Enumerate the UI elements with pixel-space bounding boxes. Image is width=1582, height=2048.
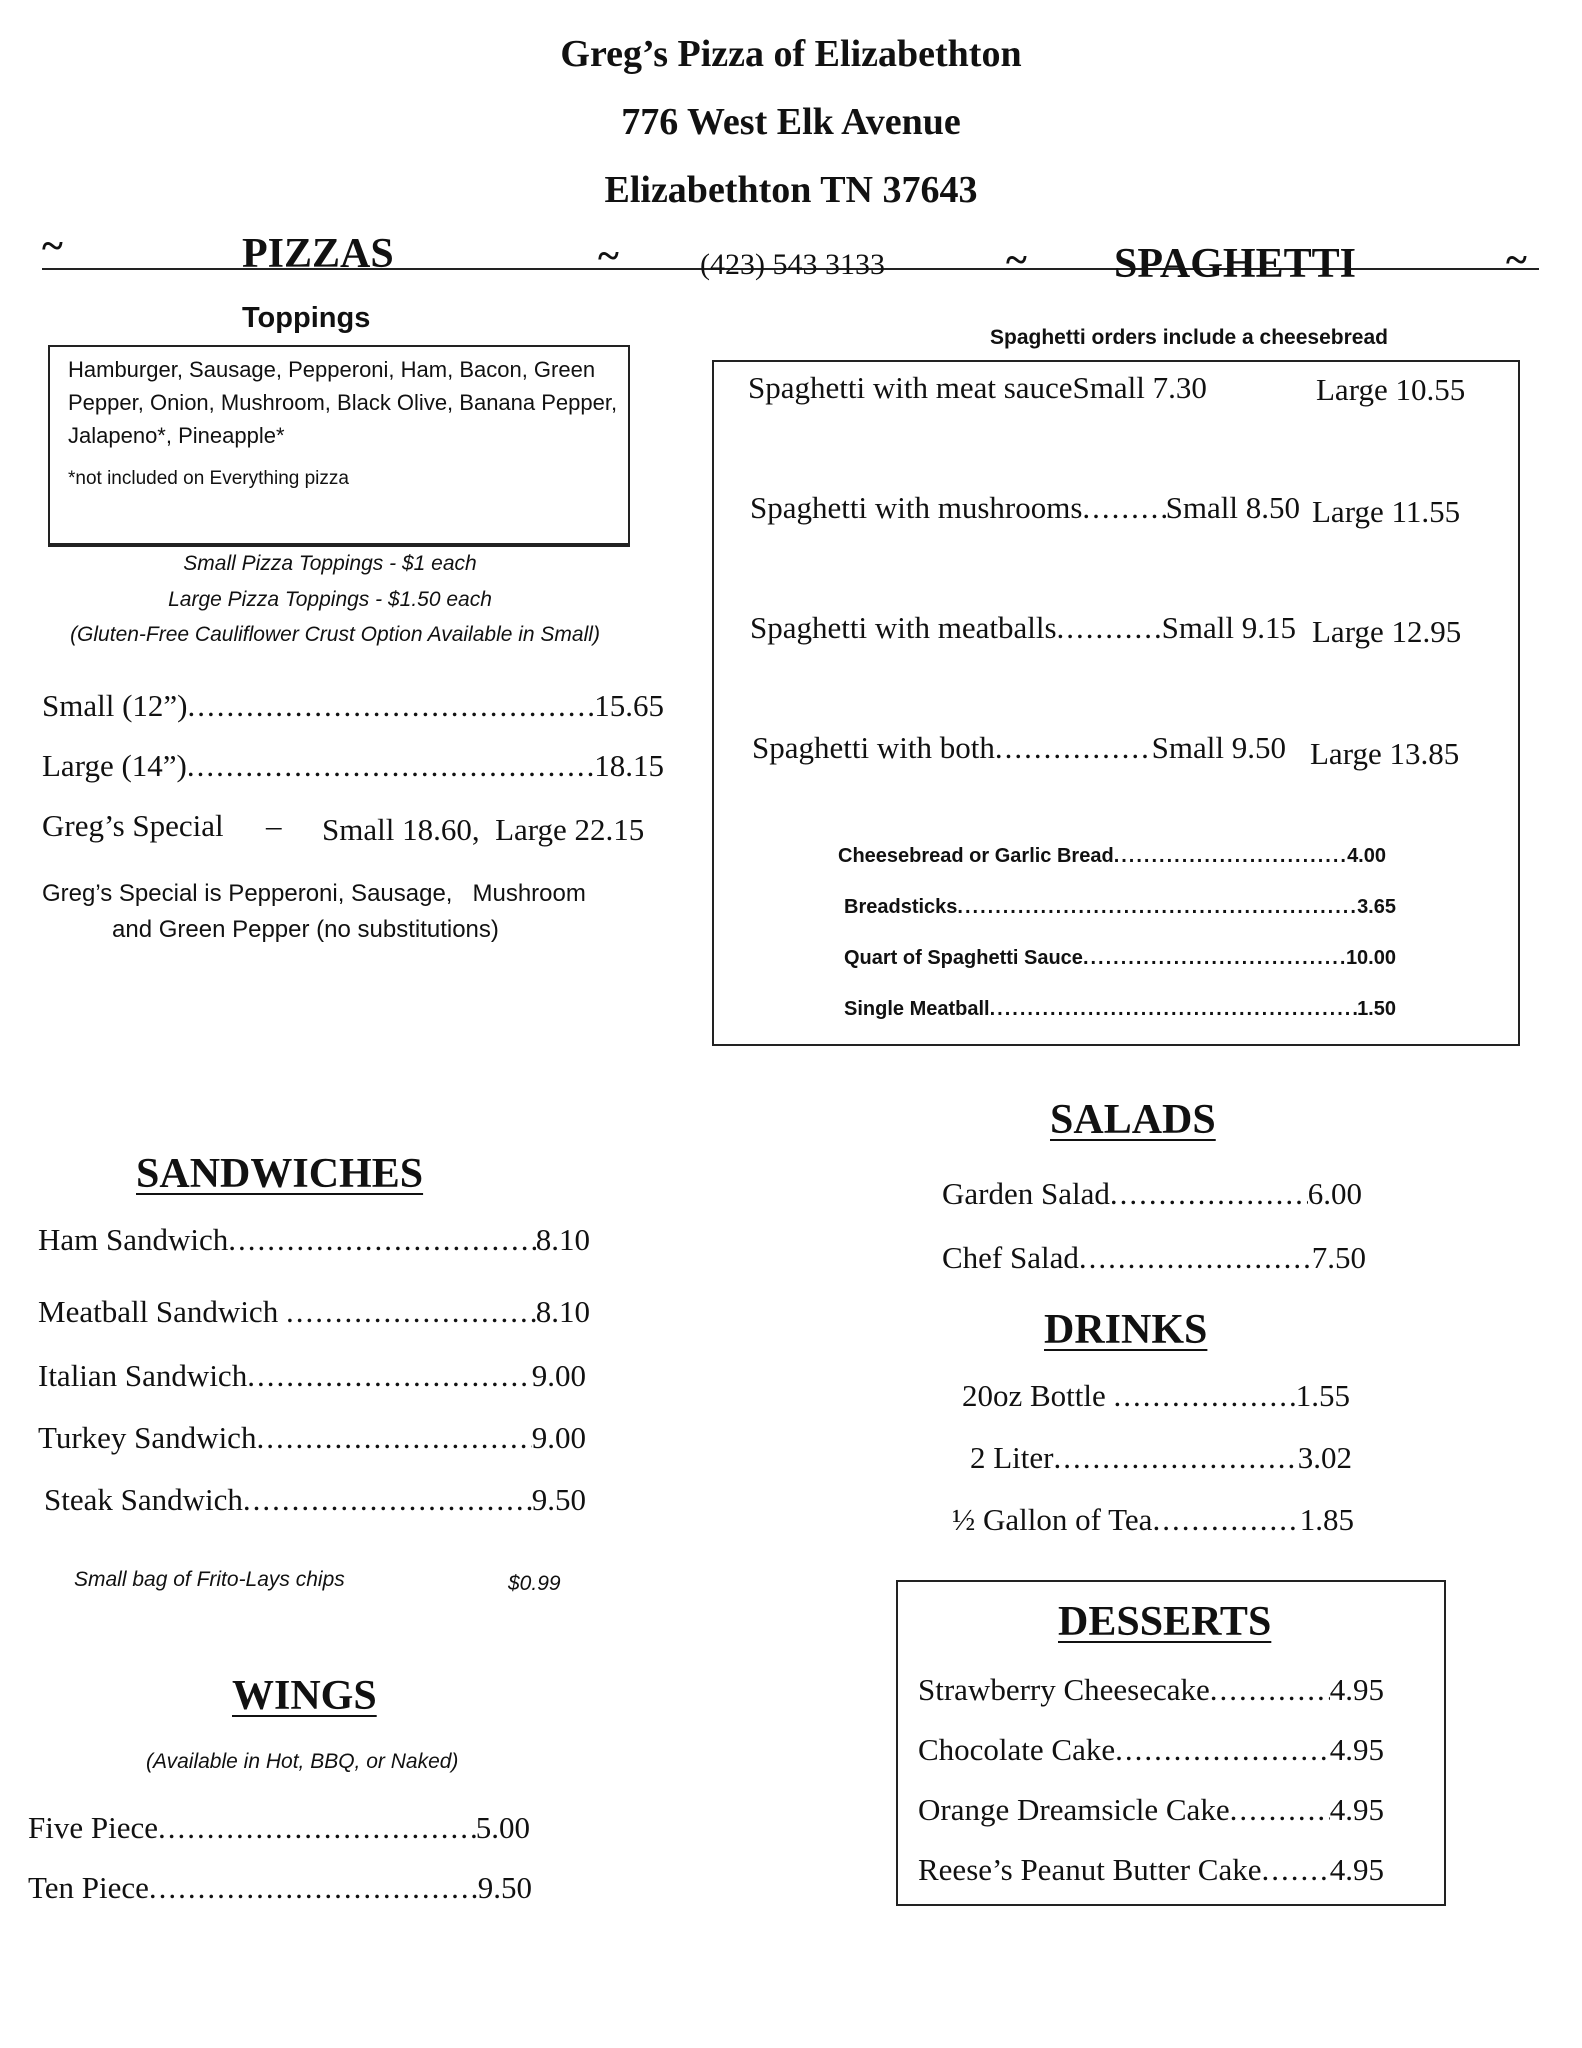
toppings-note: *not included on Everything pizza bbox=[68, 468, 349, 489]
spaghetti-large: Large 12.95 bbox=[1312, 614, 1462, 649]
spaghetti-large: Large 11.55 bbox=[1312, 494, 1461, 529]
pizza-row-small bbox=[42, 688, 664, 724]
salad-row bbox=[942, 1240, 1366, 1276]
sandwich-row bbox=[38, 1222, 590, 1258]
extra-name: Breadsticks bbox=[844, 896, 958, 918]
sandwich-name: Italian Sandwich bbox=[38, 1358, 248, 1393]
tilde-3: ~ bbox=[1006, 237, 1027, 282]
dessert-name: Strawberry Cheesecake bbox=[918, 1672, 1210, 1707]
sandwich-price: 8.10 bbox=[535, 1222, 590, 1257]
wings-row bbox=[28, 1810, 530, 1846]
drink-price: 3.02 bbox=[1297, 1440, 1352, 1475]
spaghetti-small: Small 9.15 bbox=[1161, 610, 1296, 645]
dessert-row bbox=[918, 1732, 1384, 1768]
special-name: Greg’s Special bbox=[42, 808, 224, 843]
wings-title: WINGS bbox=[232, 1673, 377, 1719]
sandwich-price: 9.00 bbox=[531, 1420, 586, 1455]
desserts-title: DESSERTS bbox=[1058, 1599, 1272, 1645]
sandwich-price: 9.50 bbox=[531, 1482, 586, 1517]
spaghetti-row bbox=[748, 370, 1207, 406]
sandwich-row bbox=[44, 1482, 586, 1518]
sandwich-name: Steak Sandwich bbox=[44, 1482, 243, 1517]
spaghetti-name: Spaghetti with mushrooms bbox=[750, 490, 1083, 525]
dessert-name: Orange Dreamsicle Cake bbox=[918, 1792, 1230, 1827]
drink-row bbox=[970, 1440, 1352, 1476]
special-prices: Small 18.60, Large 22.15 bbox=[322, 812, 645, 847]
dessert-name: Reese’s Peanut Butter Cake bbox=[918, 1852, 1262, 1887]
pizza-row-large bbox=[42, 748, 664, 784]
pizza-price: 15.65 bbox=[594, 688, 664, 723]
spaghetti-box bbox=[712, 360, 1520, 1046]
extra-row bbox=[844, 998, 1396, 1021]
dessert-row bbox=[918, 1792, 1384, 1828]
spaghetti-name: Spaghetti with both bbox=[752, 730, 995, 765]
pizza-note-large: Large Pizza Toppings - $1.50 each bbox=[168, 588, 492, 611]
wings-name: Five Piece bbox=[28, 1810, 158, 1845]
pizza-size: Large (14”) bbox=[42, 748, 187, 783]
tilde-1: ~ bbox=[42, 223, 63, 268]
pizza-note-gluten: (Gluten-Free Cauliflower Crust Option Available in Small) bbox=[70, 623, 600, 646]
extra-price: 1.50 bbox=[1357, 998, 1396, 1020]
spaghetti-row bbox=[750, 610, 1296, 646]
sandwich-name: Turkey Sandwich bbox=[38, 1420, 257, 1455]
special-dash: – bbox=[266, 808, 282, 843]
city-address: Elizabethton TN 37643 bbox=[604, 169, 978, 211]
spaghetti-large: Large 13.85 bbox=[1310, 736, 1460, 771]
dessert-name: Chocolate Cake bbox=[918, 1732, 1116, 1767]
salad-row bbox=[942, 1176, 1362, 1212]
drinks-title: DRINKS bbox=[1044, 1307, 1208, 1353]
spaghetti-small: Small 8.50 bbox=[1165, 490, 1300, 525]
extra-price: 3.65 bbox=[1357, 896, 1396, 918]
dessert-price: 4.95 bbox=[1329, 1672, 1384, 1707]
tilde-4: ~ bbox=[1506, 237, 1527, 282]
dessert-row bbox=[918, 1672, 1384, 1708]
extra-price: 10.00 bbox=[1345, 947, 1396, 969]
chips-label: Small bag of Frito-Lays chips bbox=[74, 1568, 345, 1591]
salad-name: Garden Salad bbox=[942, 1176, 1110, 1211]
sandwich-price: 8.10 bbox=[535, 1294, 590, 1329]
sandwich-row bbox=[38, 1358, 586, 1394]
salad-price: 7.50 bbox=[1311, 1240, 1366, 1275]
drink-row bbox=[952, 1502, 1354, 1538]
phone-number: (423) 543 3133 bbox=[700, 248, 885, 281]
wings-note: (Available in Hot, BBQ, or Naked) bbox=[146, 1750, 459, 1773]
spaghetti-row bbox=[752, 730, 1286, 766]
sandwich-row bbox=[38, 1294, 590, 1330]
extra-row bbox=[838, 845, 1386, 868]
street-address: 776 West Elk Avenue bbox=[621, 101, 961, 143]
drink-name: 20oz Bottle bbox=[962, 1378, 1114, 1413]
salad-price: 6.00 bbox=[1307, 1176, 1362, 1211]
pizza-size: Small (12”) bbox=[42, 688, 188, 723]
special-desc-2: and Green Pepper (no substitutions) bbox=[112, 916, 499, 943]
pizza-price: 18.15 bbox=[594, 748, 664, 783]
wings-price: 5.00 bbox=[475, 1810, 530, 1845]
drink-price: 1.55 bbox=[1295, 1378, 1350, 1413]
sandwich-name: Ham Sandwich bbox=[38, 1222, 229, 1257]
extra-row bbox=[844, 947, 1396, 970]
spaghetti-row bbox=[750, 490, 1300, 526]
extra-name: Quart of Spaghetti Sauce bbox=[844, 947, 1083, 969]
sandwich-name: Meatball Sandwich bbox=[38, 1294, 286, 1329]
drink-price: 1.85 bbox=[1299, 1502, 1354, 1537]
wings-name: Ten Piece bbox=[28, 1870, 149, 1905]
drink-name: 2 Liter bbox=[970, 1440, 1054, 1475]
salad-name: Chef Salad bbox=[942, 1240, 1079, 1275]
spaghetti-small: Small 9.50 bbox=[1151, 730, 1286, 765]
extra-name: Cheesebread or Garlic Bread bbox=[838, 845, 1114, 867]
sandwiches-title: SANDWICHES bbox=[136, 1151, 424, 1197]
dessert-price: 4.95 bbox=[1329, 1732, 1384, 1767]
pizzas-title: PIZZAS bbox=[242, 231, 394, 277]
sandwich-price: 9.00 bbox=[531, 1358, 586, 1393]
wings-price: 9.50 bbox=[477, 1870, 532, 1905]
spaghetti-title: SPAGHETTI bbox=[1114, 241, 1356, 287]
chips-price: $0.99 bbox=[508, 1572, 561, 1595]
dessert-price: 4.95 bbox=[1329, 1792, 1384, 1827]
special-desc-1: Greg’s Special is Pepperoni, Sausage, Mushroom bbox=[42, 880, 586, 907]
restaurant-name: Greg’s Pizza of Elizabethton bbox=[560, 33, 1022, 75]
spaghetti-name: Spaghetti with meat sauce bbox=[748, 370, 1073, 405]
dessert-price: 4.95 bbox=[1329, 1852, 1384, 1887]
sandwich-row bbox=[38, 1420, 586, 1456]
tilde-2: ~ bbox=[598, 233, 619, 278]
drink-name: ½ Gallon of Tea bbox=[952, 1502, 1153, 1537]
spaghetti-small: Small 7.30 bbox=[1072, 370, 1207, 405]
drink-row bbox=[962, 1378, 1350, 1414]
extra-row bbox=[844, 896, 1396, 919]
wings-row bbox=[28, 1870, 532, 1906]
spaghetti-name: Spaghetti with meatballs bbox=[750, 610, 1057, 645]
toppings-title: Toppings bbox=[242, 302, 371, 334]
spaghetti-note: Spaghetti orders include a cheesebread bbox=[990, 326, 1388, 349]
dessert-row bbox=[918, 1852, 1384, 1888]
toppings-box bbox=[48, 345, 630, 547]
extra-price: 4.00 bbox=[1347, 845, 1386, 867]
pizza-note-small: Small Pizza Toppings - $1 each bbox=[183, 552, 477, 575]
salads-title: SALADS bbox=[1050, 1097, 1216, 1143]
toppings-list: Hamburger, Sausage, Pepperoni, Ham, Bacon, Green Pepper, Onion, Mushroom, Black Olive, Banana Pepper, Jalapeno*, Pineapple* bbox=[68, 357, 618, 448]
extra-name: Single Meatball bbox=[844, 998, 990, 1020]
spaghetti-large: Large 10.55 bbox=[1316, 372, 1466, 407]
